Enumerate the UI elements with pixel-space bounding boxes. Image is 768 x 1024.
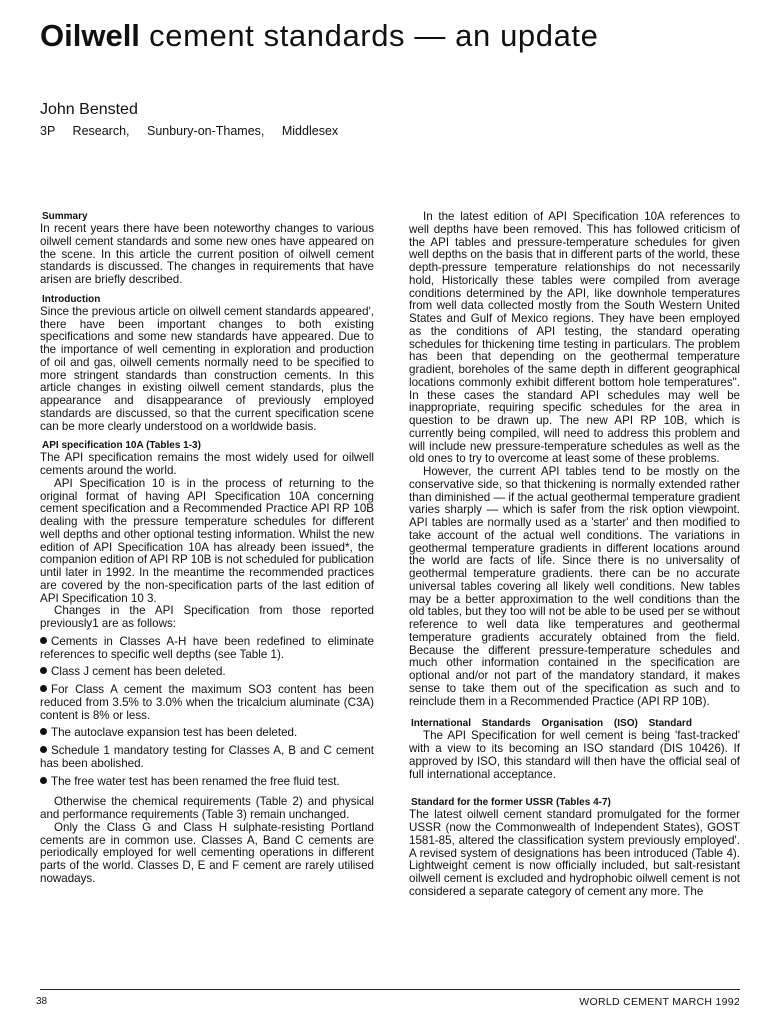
bullet-item [40, 684, 374, 722]
bullet-icon [40, 728, 47, 735]
paragraph [409, 809, 740, 898]
paragraph [40, 223, 374, 287]
left-column [40, 211, 374, 886]
bullet-icon [40, 746, 47, 753]
footer-rule [40, 989, 740, 990]
bullet-icon [40, 685, 47, 692]
text: The API specification remains the most widely used for oilwell cements around the world. [40, 451, 374, 477]
paragraph [409, 730, 740, 781]
bullet-icon [40, 777, 47, 784]
text: Cements in Classes A-H have been redefined to eliminate references to specific well depths (see Table 1). [40, 634, 374, 661]
paragraph [40, 478, 374, 606]
bullet-icon [40, 637, 47, 644]
paragraph [40, 605, 374, 631]
text: Otherwise the chemical requirements (Table 2) and physical and performance requirements (Table 3) remain unchanged. [40, 795, 374, 821]
text: Introduction [42, 293, 101, 305]
text: Summary [42, 211, 88, 222]
text: API Specification 10 is in the process of returning to the original format of having API Specification 10A concerning cement specification and a Recommended Practice API RP 10B dealing with the pressure temperature schedules for different well depths and other optional testing information. Whilst the new edition of API Specification 10A has already been issued*, the companion edition of API RP 10B is not scheduled for publication until later in 1992. In the meantime the recommended practices are covered by the non-specification parts of the last edition of API Specification 10 3. [40, 476, 374, 605]
text: Standard for the former USSR (Tables 4-7) [411, 797, 611, 809]
paragraph [40, 796, 374, 822]
text: Class J cement has been deleted. [51, 665, 226, 679]
author-name: John Bensted [40, 101, 138, 118]
bullet-icon [40, 667, 47, 674]
text: The free water test has been renamed the free fluid test. [51, 774, 340, 788]
text: The latest oilwell cement standard promulgated for the former USSR (now the Commonwealth of Independent States), GOST 1581-85, altered the classification system previously employed'. A revised system of designations has been introduced (Table 4). Lightweight cement is now officially included, but salt-resistant oilwell cement is excluded and hydrophobic oilwell cement is not considered a separate category of cement any more. The [409, 808, 740, 898]
text: International Standards Organisation (ISO) Standard [411, 718, 692, 730]
journal-footer: WORLD CEMENT MARCH 1992 [579, 996, 740, 1008]
article-title [40, 18, 599, 54]
text: Changes in the API Specification from those reported previously1 are as follows: [40, 604, 374, 630]
paragraph [40, 822, 374, 886]
paragraph [409, 211, 740, 466]
page-number: 38 [36, 996, 48, 1007]
title-rest: cement standards — an update [149, 18, 599, 53]
right-column [409, 211, 740, 899]
text: In recent years there have been noteworthy changes to various oilwell cement standards and some new ones have appeared on the scene. In this article the current position of oilwell cement standards is discussed. The changes in requirements that have arisen are briefly described. [40, 222, 374, 286]
text: The API Specification for well cement is being 'fast-tracked' with a view to its becoming an ISO standard (DIS 10426). If approved by ISO, this standard will then have the official seal of full international acceptance. [409, 729, 740, 781]
bullet-item [40, 776, 374, 789]
text: Schedule 1 mandatory testing for Classes A, B and C cement has been abolished. [40, 744, 374, 770]
bullet-item [40, 727, 374, 740]
paragraph [40, 306, 374, 434]
text: However, the current API tables tend to be mostly on the conservative side, so that thickening is normally extended rather than diminished — if the actual geothermal temperature gradient varies sharply — which is safer from the risk option viewpoint. API tables are normally used as a 'starter' and then modified to take account of the actual well conditions. The variations in geothermal temperature gradients in different locations around the world are facts of life. Since there is no universality of geothermal temperature gradients. there can be no accurate universal tables covering all likely well conditions. New tables may be a better approximation to the well conditions than the old tables, but they too will not be able to be used per se without reference to well data like temperatures and geothermal temperature gradients accurately obtained from the field. Because the different pressure-temperature schedules and much other information contained in the specification are optional and/or not part of the mandatory standard, it makes sense to take them out of the specification as such and to reinclude them in a Recommended Practice (API RP 10B). [409, 465, 740, 708]
paragraph [409, 466, 740, 708]
paragraph [40, 452, 374, 478]
bullet-item [40, 636, 374, 662]
text: In the latest edition of API Specification 10A references to well depths have been removed. This has followed criticism of the API tables and pressure-temperature schedules for given well depths on the basis that in different parts of the world, these depth-pressure temperature relationships do not necessarily hold, Historically these tables were compiled from average conditions determined by the API, like downhole temperatures from well data collected mostly from the South Western United States and Gulf of Mexico regions. They have been employed as the conditions of API testing, the standard operating schedules for thickening time testing in particulars. The problem has been that depending on the geothermal temperature gradient, boreholes of the same depth in different geographical locations commonly exhibit different bottom hole temperatures". In these cases the standard API schedules may well be inappropriate, requiring specific schedules for the area in question to be drawn up. The new API RP 10B, which is currently being compiled, will need to address this problem and will include new pressure-temperature schedules as well as the old ones to try to overcome at least some of these problems. [409, 210, 740, 466]
author-affiliation: 3P Research, Sunbury-on-Thames, Middlesex [40, 124, 339, 138]
bullet-item [40, 666, 374, 679]
title-brand: Oilwell [40, 18, 140, 53]
bullet-item [40, 745, 374, 771]
text: For Class A cement the maximum SO3 content has been reduced from 3.5% to 3.0% when the tricalcium aluminate (C3A) content is 8% or less. [40, 683, 374, 722]
text: API specification 10A (Tables 1-3) [42, 440, 201, 452]
text: Since the previous article on oilwell cement standards appeared', there have been important changes to both existing specifications and some new standards have appeared. Due to the importance of well cementing in exploration and production of oil and gas, oilwell cements normally need to be specified to more stringent standards than construction cements. In this article changes in existing oilwell cement standards, plus the appearance and disappearance of previously employed standards are discussed, so that the current specification scene can be more clearly understood on a worldwide basis. [40, 304, 374, 433]
text: The autoclave expansion test has been deleted. [51, 726, 298, 740]
text: Only the Class G and Class H sulphate-resisting Portland cements are in common use. Classes A, Band C cements are periodically employed for well cementing operations in different parts of the world. Classes D, E and F cement are rarely utilised nowadays. [40, 820, 374, 885]
